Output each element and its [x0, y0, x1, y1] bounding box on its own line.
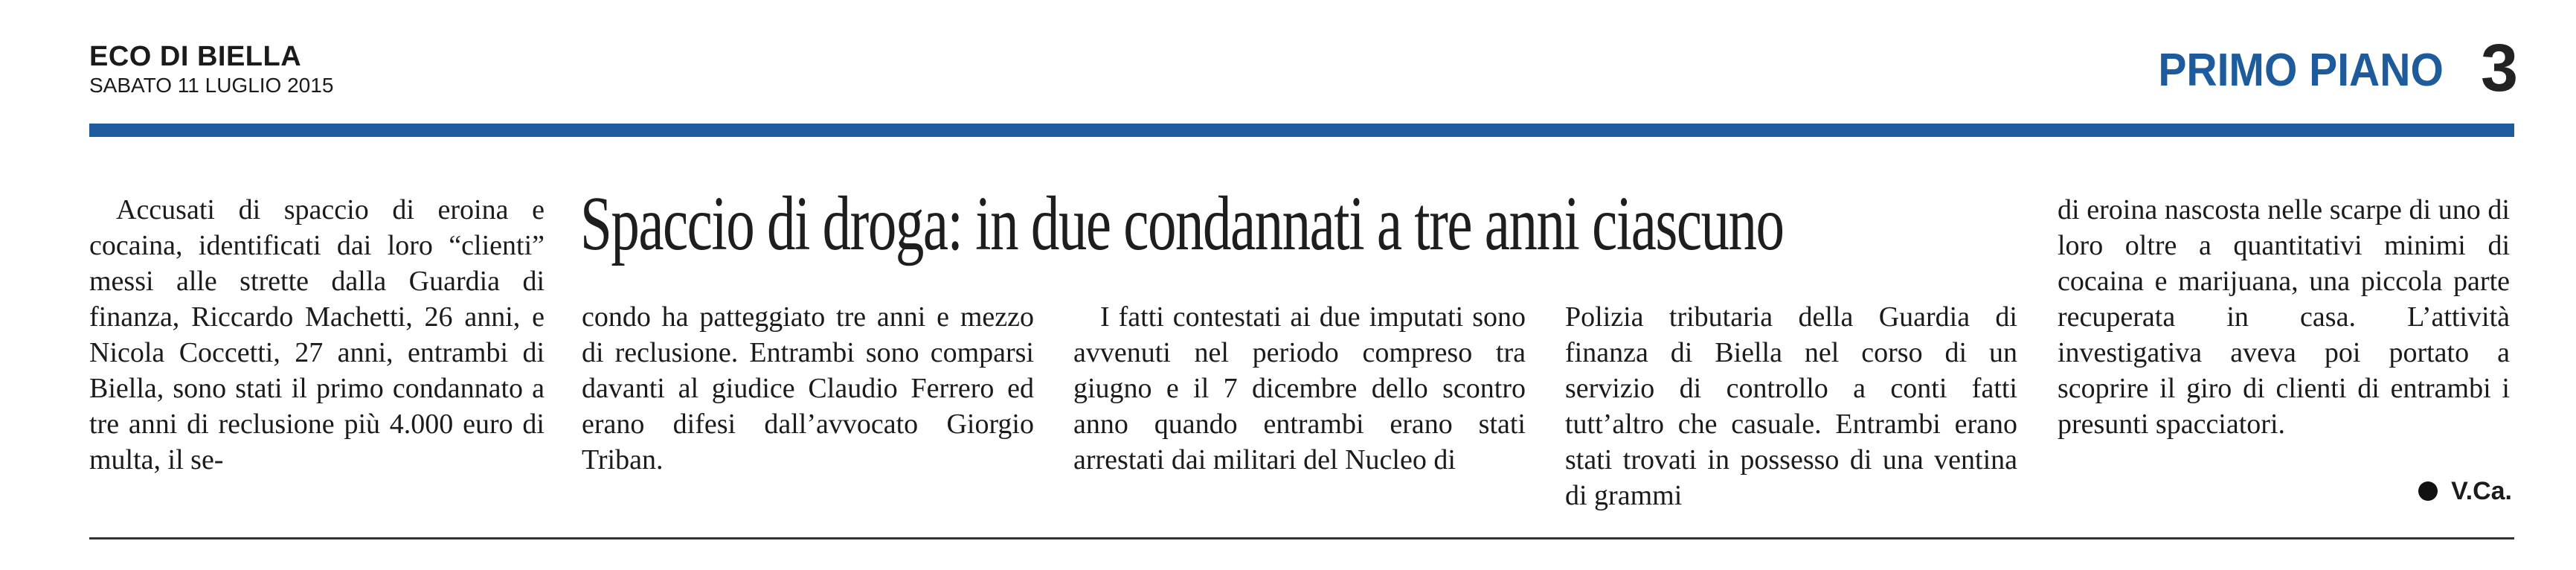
column-5-text: di eroina nascosta nelle scarpe di uno di loro oltre a quantitativi minimi di cocaina e marijuana, una piccola parte recuperata in casa. L’attività investigativa aveva poi portato a scoprire il giro di clienti di entrambi i presunti spacciatori. — [2058, 194, 2510, 440]
page-number: 3 — [2480, 31, 2518, 106]
header-rule — [89, 124, 2514, 137]
article-column-5 — [2058, 192, 2510, 442]
article-headline: Spaccio di droga: in due condannati a tre anni ciascuno — [580, 181, 1784, 266]
column-3-text: I fatti contestati ai due imputati sono avvenuti nel periodo compreso tra giugno e il 7 dicembre dello scontro anno quando entrambi erano stati arrestati dai militari del Nucleo di — [1073, 301, 1526, 475]
issue-date: SABATO 11 LUGLIO 2015 — [89, 74, 334, 97]
masthead — [89, 40, 333, 98]
column-4-text: Polizia tributaria della Guardia di finanza di Biella nel corso di un servizio di controllo a conti fatti tutt’altro che casuale. Entrambi erano stati trovati in possesso di una ventina di grammi — [1565, 301, 2017, 511]
article-column-2 — [582, 299, 1034, 478]
byline-text: V.Ca. — [2451, 477, 2512, 505]
newspaper-name: ECO DI BIELLA — [89, 41, 302, 72]
article-column-4 — [1565, 299, 2017, 513]
bullet-icon — [2418, 481, 2438, 501]
column-2-text: condo ha patteggiato tre anni e mezzo di reclusione. Entrambi sono comparsi davanti al giudice Claudio Ferrero ed erano difesi dall’avvocato Giorgio Triban. — [582, 301, 1034, 475]
article-column-3 — [1073, 299, 1526, 478]
author-byline — [2418, 476, 2512, 506]
article-column-1 — [89, 192, 545, 478]
column-1-text: Accusati di spaccio di eroina e cocaina, identificati dai loro “clienti” messi alle strette dalla Guardia di finanza, Riccardo Machetti, 26 anni, e Nicola Coccetti, 27 anni, entrambi di Biella, sono stati il primo condannato a tre anni di reclusione più 4.000 euro di multa, il se- — [89, 194, 545, 475]
section-title: PRIMO PIANO — [2158, 45, 2444, 96]
footer-rule — [89, 537, 2514, 539]
